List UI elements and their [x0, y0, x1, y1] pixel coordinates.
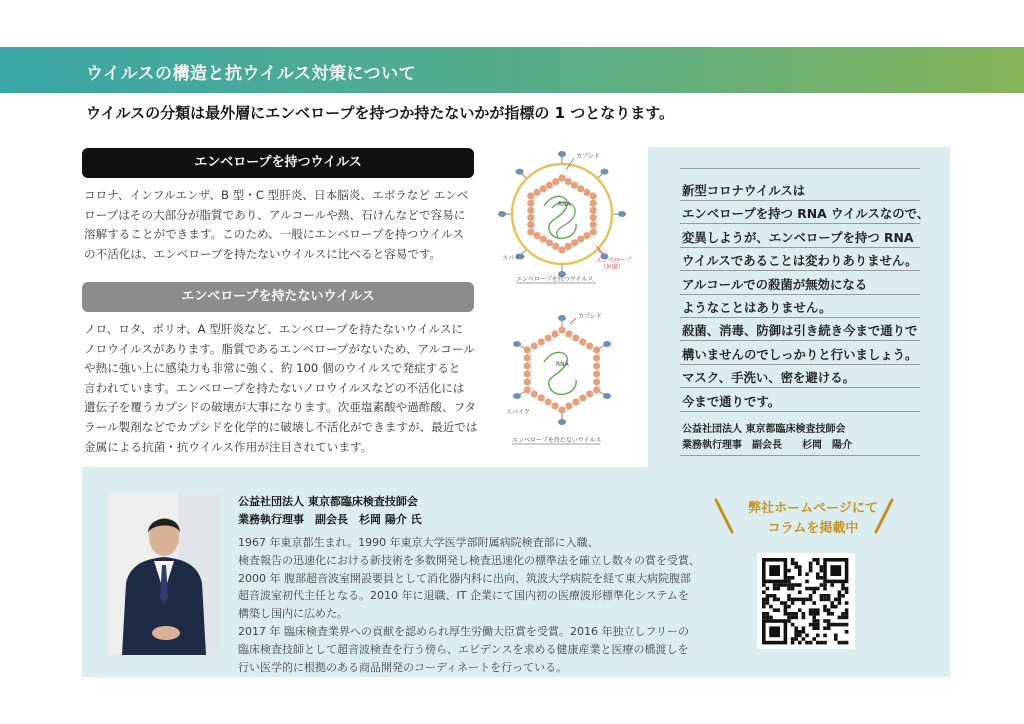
- capsid-bead: [531, 390, 538, 397]
- header-banner: [0, 47, 1024, 93]
- text-line: コロナ、インフルエンザ、B 型・C 型肝炎、日本脳炎、エボラなど エンベ: [84, 188, 469, 202]
- capsid-bead: [527, 192, 534, 199]
- capsid-bead: [558, 174, 565, 181]
- capsid-bead: [571, 239, 578, 246]
- divider: [680, 247, 920, 248]
- message-line: 今まで通りです。: [682, 393, 781, 409]
- capsid-bead: [545, 398, 552, 405]
- spike-protein: [603, 341, 611, 347]
- envelope-note: （外膜）: [600, 264, 625, 271]
- capsid-bead: [533, 189, 540, 196]
- capsid-bead: [590, 200, 597, 207]
- capsid-bead: [527, 200, 534, 207]
- diagram-caption: エンベロープを持つウイルス: [516, 276, 594, 283]
- page-subtitle: ウイルスの分類は最外層にエンベロープを持つか持たないかが指標の 1 つとなります。: [86, 104, 675, 122]
- non-enveloped-text: [84, 320, 478, 457]
- capsid-bead: [572, 398, 579, 405]
- profile-name: 業務執行理事 副会長 杉岡 陽介 氏: [238, 513, 422, 526]
- capsid-bead: [593, 354, 600, 361]
- page-title: ウイルスの構造と抗ウイルス対策について: [86, 64, 417, 84]
- capsid-bead: [579, 394, 586, 401]
- capsid-bead: [583, 189, 590, 196]
- capsid-bead: [524, 370, 531, 377]
- capsid-bead: [546, 239, 553, 246]
- capsid-bead: [538, 394, 545, 401]
- capsid-bead: [593, 378, 600, 385]
- text-line: 溶解することができます。このため、一般にエンベロープを持つウイルス: [84, 227, 464, 242]
- divider: [680, 168, 920, 169]
- envelope-label: エンベロープ: [596, 257, 632, 264]
- divider: [680, 340, 920, 341]
- non-enveloped-virus-diagram: [492, 300, 642, 450]
- spike-protein: [516, 169, 524, 175]
- capsid-bead: [558, 406, 565, 413]
- capsid-bead: [527, 228, 534, 235]
- capsid-bead: [590, 207, 597, 214]
- capsid-bead: [524, 386, 531, 393]
- rna-label: RNA: [558, 201, 571, 208]
- capsid-bead: [551, 402, 558, 409]
- capsid-bead: [524, 346, 531, 353]
- capsid-bead: [551, 330, 558, 337]
- capsid-bead: [527, 207, 534, 214]
- divider: [680, 455, 920, 456]
- capsid-bead: [527, 221, 534, 228]
- divider: [680, 270, 920, 271]
- message-line: 構いませんのでしっかりと行いましょう。: [682, 346, 918, 362]
- text-line: の不活化は、エンベロープを持たないウイルスに比べると容易です。: [84, 246, 442, 261]
- text-line: 言われています。エンベロープを持たないノロウイルスなどの不活化には: [84, 380, 465, 395]
- capsid-bead: [533, 232, 540, 239]
- bio-line: 構築し国内に広めた。: [238, 607, 348, 621]
- qr-code-icon: [757, 553, 855, 649]
- capsid-bead: [524, 354, 531, 361]
- text-line: 遺伝子を覆うカプシドの破壊が大事になります。次亜塩素酸や過酢酸、フタ: [84, 400, 476, 415]
- capsid-bead: [531, 342, 538, 349]
- capsid-bead: [583, 232, 590, 239]
- capsid-bead: [593, 370, 600, 377]
- capsid-bead: [586, 342, 593, 349]
- capsid-bead: [545, 334, 552, 341]
- capsid-bead: [577, 185, 584, 192]
- message-line: ようなことはありません。: [682, 300, 832, 315]
- capsid-bead: [552, 243, 559, 250]
- enveloped-virus-diagram: [492, 148, 642, 288]
- text-line: ノロ、ロタ、ポリオ、A 型肝炎など、エンベロープを持たないウイルスに: [84, 322, 464, 336]
- divider: [680, 200, 920, 201]
- divider: [680, 294, 920, 295]
- bio-line: 2000 年 腹部超音波室開設要員として消化器内科に出向、筑波大学病院を経て東大病院腹部: [238, 571, 691, 585]
- capsid-bead: [586, 390, 593, 397]
- profile-photo: [108, 493, 220, 655]
- text-line: や熱に強い上に感染力も非常に強く、約 100 個のウイルスで発症すると: [84, 361, 461, 376]
- capsid-bead: [552, 178, 559, 185]
- capsid-bead: [593, 386, 600, 393]
- capsid-bead: [579, 338, 586, 345]
- bio-line: 行い医学的に根拠のある商品開発のコーディネートを行っている。: [238, 660, 568, 674]
- message-line: マスク、手洗い、密を避ける。: [682, 370, 855, 386]
- non-enveloped-heading: エンベロープを持たないウイルス: [82, 282, 474, 312]
- capsid-bead: [571, 182, 578, 189]
- rna-strand: [544, 352, 576, 394]
- capsid-bead: [565, 178, 572, 185]
- cta-line2: コラムを掲載中: [767, 521, 859, 536]
- bio-line: 検査報告の迅速化における新技術を多数開発し検査迅速化の標準法を確立し数々の賞を受賞、: [238, 553, 700, 567]
- bio-line: 1967 年東京都生まれ。1990 年東京大学医学部附属病院検査部に入職、: [238, 536, 599, 549]
- spike-protein: [618, 211, 626, 217]
- text-line: 金属による抗菌・抗ウイルス作用が注目されています。: [84, 439, 373, 454]
- capsid-bead: [558, 246, 565, 253]
- spike-protein: [498, 211, 506, 217]
- message-line: 変異しようが、エンベロープを持つ RNA: [682, 229, 914, 245]
- spike-protein: [603, 393, 611, 399]
- divider: [680, 317, 920, 318]
- bio-line: 超音波室初代主任となる。2010 年に退職、IT 企業にて国内初の医療波形標準化システムを: [238, 589, 689, 603]
- rna-label: RNA: [556, 361, 569, 368]
- capsid-bead: [546, 182, 553, 189]
- message-line: ウイルスであることは変わりありません。: [682, 253, 918, 269]
- capsid-label: カプシド: [578, 313, 602, 320]
- capsid-bead: [565, 330, 572, 337]
- capsid-bead: [565, 243, 572, 250]
- capsid-bead: [558, 326, 565, 333]
- spike-protein: [600, 169, 608, 175]
- divider: [680, 387, 920, 388]
- enveloped-heading: エンベロープを持つウイルス: [82, 148, 474, 178]
- divider: [680, 364, 920, 365]
- capsid-bead: [593, 362, 600, 369]
- bio-line: 臨床検査技師として超音波検査を行う傍ら、エビデンスを求める健康産業と医療の橋渡しを: [238, 642, 689, 656]
- text-line: ロープはその大部分が脂質であり、アルコールや熱、石けんなどで容易に: [84, 207, 466, 222]
- capsid-bead: [524, 362, 531, 369]
- capsid-bead: [565, 402, 572, 409]
- message-org: 公益社団法人 東京都臨床検査技師会: [682, 424, 846, 435]
- spike-protein: [513, 341, 521, 347]
- message-line: 殺菌、消毒、防御は引き続き今まで通りで: [682, 323, 918, 339]
- divider: [680, 411, 920, 412]
- message-line: 新型コロナウイルスは: [682, 183, 806, 198]
- spike-protein: [558, 419, 566, 425]
- capsid-bead: [590, 221, 597, 228]
- spike-label: スパイク: [502, 255, 526, 262]
- capsid-bead: [540, 185, 547, 192]
- capsid-bead: [538, 338, 545, 345]
- capsid-bead: [577, 236, 584, 243]
- bio-line: 2017 年 臨床検査業界への貢献を認められ厚生労働大臣賞を受賞。2016 年独立しフリーの: [238, 624, 690, 638]
- person-portrait-icon: [108, 493, 220, 655]
- spike-protein: [513, 393, 521, 399]
- qr-code[interactable]: [757, 553, 855, 649]
- message-role: 業務執行理事 副会長 杉岡 陽介: [682, 440, 852, 451]
- capsid-bead: [540, 236, 547, 243]
- message-line: アルコールでの殺菌が無効になる: [682, 276, 868, 292]
- capsid-bead: [524, 378, 531, 385]
- text-line: ラール製剤などでカプシドを化学的に破壊し不活化ができますが、最近では: [84, 419, 478, 434]
- capsid-bead: [590, 228, 597, 235]
- message-line: エンベロープを持つ RNA ウイルスなので、: [682, 206, 930, 222]
- spike-protein: [558, 315, 566, 321]
- cta-line1: 弊社ホームページにて: [748, 501, 878, 516]
- capsid-label: カプシド: [576, 153, 600, 160]
- profile-org: 公益社団法人 東京都臨床検査技師会: [238, 495, 418, 508]
- profile-bio: [238, 534, 708, 676]
- spike-protein: [558, 151, 566, 157]
- capsid-bead: [590, 192, 597, 199]
- divider: [680, 223, 920, 224]
- spike-label: スパイク: [506, 409, 530, 416]
- capsid-bead: [593, 346, 600, 353]
- capsid-bead: [527, 214, 534, 221]
- capsid-bead: [590, 214, 597, 221]
- capsid-bead: [572, 334, 579, 341]
- enveloped-text: [84, 186, 478, 264]
- diagram-caption: エンベロープを持たないウイルス: [512, 437, 602, 444]
- text-line: ノロウイルスがあります。脂質であるエンベロープがないため、アルコール: [84, 341, 475, 356]
